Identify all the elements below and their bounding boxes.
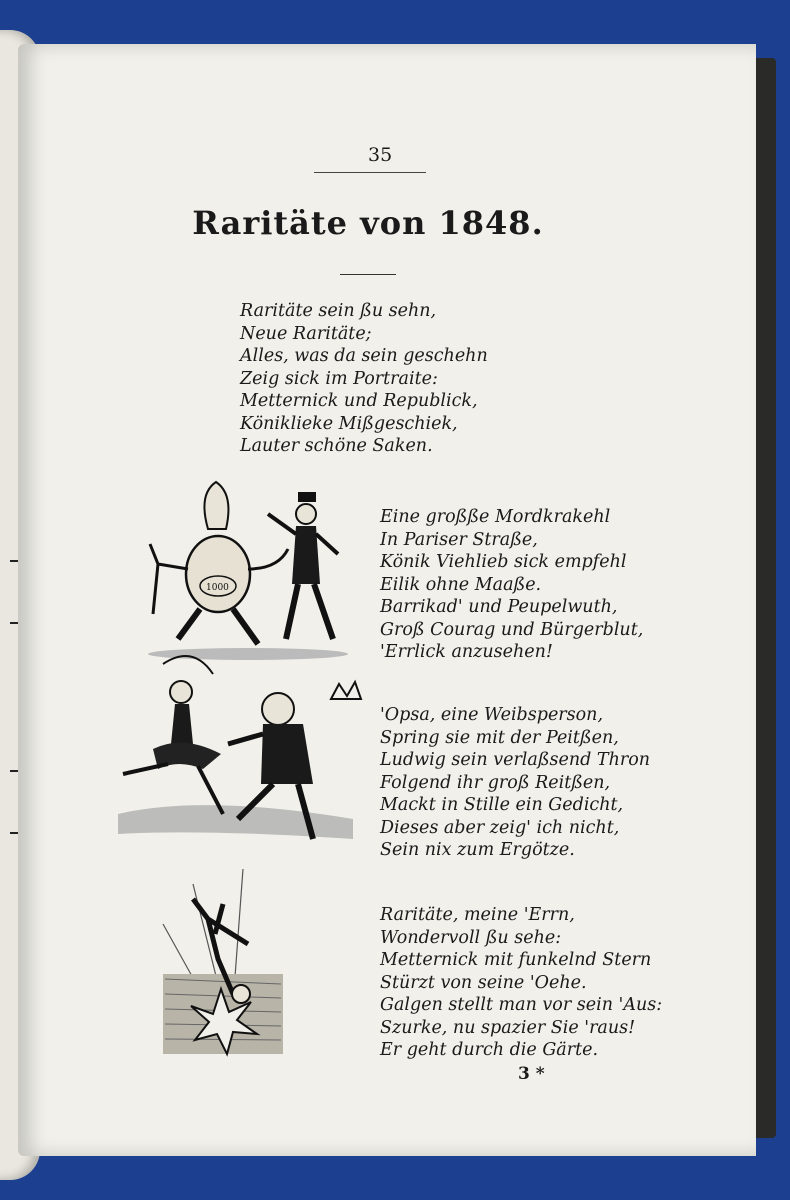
verse-line: Groß Courag und Bürgerblut,: [380, 619, 644, 640]
verse-line: Zeig sick im Portraite:: [240, 368, 438, 389]
falling-man-head: [232, 985, 250, 1003]
verse-line: Galgen stellt man vor sein 'Aus:: [380, 995, 663, 1015]
header-rule: [314, 172, 426, 173]
king-coat: [261, 724, 313, 784]
verse-line: Barrikad' und Peupelwuth,: [380, 597, 618, 617]
verse-line: Raritäte, meine 'Errn,: [380, 905, 575, 925]
top-hat: [298, 492, 316, 502]
verse-line: Dieses aber zeig' ich nicht,: [380, 817, 620, 838]
woodcut-dancer-and-king: [103, 644, 373, 869]
king-arm: [228, 734, 263, 744]
dancer-bodice: [171, 704, 193, 744]
verse-line: Könik Viehlieb sick empfehl: [380, 552, 627, 572]
verse-line: Spring sie mit der Peitßen,: [380, 727, 619, 748]
stanza-2: [380, 506, 643, 664]
verse-line: Er geht durch die Gärte.: [380, 1040, 599, 1060]
stanza-3: [380, 704, 650, 862]
stanza-4: [380, 904, 662, 1062]
arm: [248, 549, 288, 569]
verse-line: Eine großße Mordkrakehl: [380, 507, 611, 527]
poem-title: Raritäte von 1848.: [192, 204, 544, 242]
verse-line: In Pariser Straße,: [380, 529, 538, 550]
whip: [163, 656, 213, 674]
book-page: [18, 44, 756, 1156]
verse-line: Ludwig sein verlaßsend Thron: [380, 750, 651, 770]
verse-line: Stürzt von seine 'Oehe.: [380, 972, 587, 993]
legs: [286, 584, 333, 639]
verse-line: 'Errlick anzusehen!: [380, 642, 553, 662]
ground-hatching: [118, 805, 353, 839]
money-bag-label: 1000: [206, 583, 229, 593]
page-number: 35: [368, 144, 393, 166]
dancer-head: [170, 681, 192, 703]
woodcut-two-men-running: [138, 474, 358, 664]
verse-line: 'Opsa, eine Weibsperson,: [380, 705, 604, 725]
verse-line: Szurke, nu spazier Sie 'raus!: [380, 1017, 636, 1038]
stanza-1: [240, 300, 488, 458]
title-rule: [340, 274, 396, 275]
king-head: [262, 693, 294, 725]
verse-line: Köniklieke Mißgeschiek,: [240, 413, 458, 434]
verse-line: Metternick und Republick,: [240, 391, 478, 411]
arm-with-umbrella: [150, 544, 188, 614]
verse-line: Neue Raritäte;: [240, 323, 372, 344]
head: [296, 504, 316, 524]
verse-line: Alles, was da sein geschehn: [240, 346, 488, 366]
verse-line: Folgend ihr groß Reitßen,: [380, 772, 611, 793]
verse-line: Wondervoll ßu sehe:: [380, 927, 562, 948]
verse-line: Raritäte sein ßu sehn,: [240, 301, 437, 321]
round-body: [186, 536, 250, 612]
verse-line: Sein nix zum Ergötze.: [380, 840, 575, 860]
verse-line: Eilik ohne Maaße.: [380, 574, 542, 595]
running-legs: [178, 609, 258, 644]
verse-line: Metternick mit funkelnd Stern: [380, 950, 652, 970]
pear-head: [204, 482, 228, 529]
verse-line: Lauter schöne Saken.: [240, 436, 433, 456]
woodcut-man-falling-with-star: [153, 864, 293, 1064]
printer-signature-mark: 3 *: [518, 1064, 545, 1084]
crown: [331, 682, 361, 699]
verse-line: Mackt in Stille ein Gedicht,: [380, 795, 624, 815]
